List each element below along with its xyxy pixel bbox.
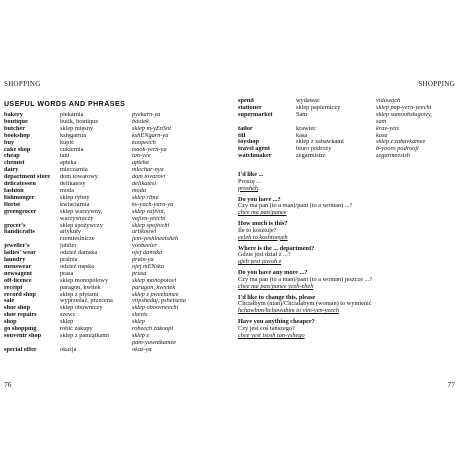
vocab-row bbox=[4, 305, 230, 312]
polish-term: pralnia bbox=[60, 257, 78, 264]
vocab-table bbox=[4, 112, 230, 354]
phrase-pronunciation: gjeh yest jawoh z bbox=[238, 258, 282, 266]
vocab-row bbox=[4, 126, 230, 133]
vocab-row bbox=[4, 347, 230, 354]
english-term: till bbox=[238, 132, 246, 139]
pronunciation: sklep pap-yern-yeechi bbox=[376, 104, 432, 111]
polish-term: sklep z pamiątkami bbox=[60, 333, 109, 339]
vocab-table bbox=[238, 98, 463, 160]
english-term: sale bbox=[4, 298, 15, 305]
running-head: SHOPPING bbox=[4, 80, 41, 88]
english-term: cake shop bbox=[4, 146, 31, 153]
phrase-polish: Czy ma pan (to a man)/pani (to a woman) ...? bbox=[238, 202, 353, 210]
pronunciation: ojej damska bbox=[132, 250, 163, 257]
vocab-row bbox=[4, 195, 230, 202]
phrase-list bbox=[238, 172, 463, 344]
vocab-row bbox=[4, 271, 230, 278]
vocab-row bbox=[238, 112, 463, 119]
pronunciation: prasa bbox=[132, 270, 147, 277]
pronunciation: robeech zakoopi bbox=[132, 326, 174, 333]
pronunciation: moda bbox=[132, 187, 146, 194]
vocab-row bbox=[4, 250, 230, 257]
english-term: bakery bbox=[4, 112, 23, 118]
pronunciation: praln-ya bbox=[132, 257, 154, 264]
english-term: tailor bbox=[238, 125, 253, 132]
phrase-polish: Czy ma pan (to a man)/pani (to a woman) jeszcze ...? bbox=[238, 275, 373, 283]
polish-term: odzież męska bbox=[60, 263, 95, 270]
vocab-row bbox=[238, 98, 463, 105]
polish-term: zegarmistrz bbox=[296, 153, 326, 160]
running-head: SHOPPING bbox=[418, 80, 455, 88]
pronunciation: jem-yeshlneetsheh bbox=[132, 236, 179, 243]
vocab-row bbox=[4, 133, 230, 140]
english-term: chemist bbox=[4, 160, 25, 167]
phrase-pronunciation: chee ma pan/panee yesh-cheh bbox=[238, 282, 314, 290]
english-term bbox=[4, 216, 60, 223]
pronunciation: dom tovarovi bbox=[132, 174, 166, 181]
polish-term bbox=[296, 119, 376, 126]
polish-term: szewc bbox=[60, 312, 76, 319]
polish-term: warzywniczy bbox=[60, 215, 94, 222]
english-term: cheap bbox=[4, 153, 20, 160]
english-term: spend bbox=[238, 98, 254, 104]
phrase-english: I'd like ... bbox=[238, 171, 264, 178]
english-term: menswear bbox=[4, 263, 32, 270]
vocab-row bbox=[4, 312, 230, 319]
phrase-pronunciation: eeleh to koshtooyeh bbox=[238, 233, 288, 241]
english-term: stationer bbox=[238, 104, 262, 111]
polish-term: okazja bbox=[60, 346, 77, 353]
vocab-row bbox=[4, 326, 230, 333]
pronunciation: sklep m-yEnSni bbox=[132, 125, 171, 132]
pronunciation: yoobeeler bbox=[132, 243, 157, 250]
pronunciation: koopeech bbox=[132, 139, 156, 146]
vocab-row bbox=[4, 257, 230, 264]
phrase-item bbox=[238, 172, 463, 193]
vocab-row bbox=[4, 140, 230, 147]
polish-term: sklep warzywny, bbox=[60, 208, 103, 215]
english-term: souvenir shop bbox=[4, 333, 42, 339]
polish-term: tani bbox=[60, 153, 70, 160]
pronunciation: b-yooro podroojl bbox=[376, 146, 419, 153]
phrase-pronunciation: prosheh bbox=[238, 184, 259, 192]
vocab-row bbox=[4, 181, 230, 188]
vocab-row bbox=[4, 223, 230, 230]
vocab-row bbox=[4, 285, 230, 292]
polish-term: butik, boutique bbox=[60, 118, 99, 125]
vocab-row bbox=[4, 333, 230, 340]
vocab-row bbox=[4, 319, 230, 326]
vocab-row bbox=[4, 292, 230, 299]
english-term: go shopping bbox=[4, 326, 37, 333]
pronunciation: tsook-yern-ya bbox=[132, 146, 167, 153]
polish-term: paragon, kwitek bbox=[60, 284, 101, 291]
phrase-polish: Ile to kosztuje? bbox=[238, 226, 277, 234]
english-term: shoe shop bbox=[4, 305, 31, 312]
section-title: USEFUL WORDS AND PHRASES bbox=[4, 101, 126, 108]
polish-term: jubiler bbox=[60, 243, 77, 250]
vocab-row bbox=[4, 229, 230, 236]
polish-term: wyprzedaż, przecena bbox=[60, 298, 113, 305]
phrase-pronunciation: chee yest tsosh tan-yshego bbox=[238, 331, 305, 339]
pronunciation: apteka bbox=[132, 160, 149, 167]
english-term: jeweller's bbox=[4, 243, 30, 250]
pronunciation: mlechar-nya bbox=[132, 167, 164, 174]
polish-term: sklep rybny bbox=[60, 194, 90, 201]
polish-term: odzież damska bbox=[60, 250, 98, 257]
phrase-polish: Chciałbym (man)/Chciałabym (woman) to wymienić bbox=[238, 300, 372, 308]
polish-term: sklep monopolowy bbox=[60, 277, 109, 284]
english-term: bookshop bbox=[4, 132, 30, 139]
phrase-english: Where is the ... department? bbox=[238, 244, 315, 252]
english-term: fashion bbox=[4, 187, 24, 194]
pronunciation: krav-yets bbox=[376, 125, 400, 132]
english-term: travel agent bbox=[238, 146, 270, 153]
english-term bbox=[4, 340, 60, 347]
english-term bbox=[4, 236, 60, 243]
vocab-row bbox=[4, 243, 230, 250]
phrase-english: How much is this? bbox=[238, 220, 288, 228]
pronunciation: ojej mENska bbox=[132, 263, 165, 270]
phrase-english: I'd like to change this, please bbox=[238, 293, 316, 301]
vocab-row bbox=[4, 153, 230, 160]
polish-term: księgarnia bbox=[60, 132, 86, 139]
vocab-row bbox=[4, 340, 230, 347]
english-term: grocer's bbox=[4, 222, 26, 229]
pronunciation: sklep vajivni, bbox=[132, 208, 166, 215]
polish-term: moda bbox=[60, 187, 74, 194]
polish-term: krawiec bbox=[296, 125, 316, 132]
english-term: boutique bbox=[4, 118, 28, 125]
polish-term: delikatesy bbox=[60, 181, 86, 188]
phrase-item bbox=[238, 246, 463, 267]
polish-term: sklep spożywczy bbox=[60, 222, 103, 229]
vocab-row bbox=[238, 119, 463, 126]
pronunciation: sklep spojivchi bbox=[132, 222, 170, 229]
vocab-row bbox=[4, 202, 230, 209]
english-term: watchmaker bbox=[238, 153, 272, 160]
pronunciation: pyekarn-ya bbox=[132, 112, 161, 118]
vocab-row bbox=[4, 298, 230, 305]
english-term: department store bbox=[4, 174, 51, 181]
english-term: shoe repairs bbox=[4, 312, 37, 319]
vocab-row bbox=[238, 153, 463, 160]
pronunciation: artikoowi bbox=[132, 229, 157, 236]
pronunciation: bootek bbox=[132, 118, 149, 125]
phrase-item bbox=[238, 197, 463, 218]
english-term: receipt bbox=[4, 284, 23, 291]
vocab-row bbox=[4, 209, 230, 216]
polish-term: sklep z płytami bbox=[60, 291, 99, 298]
vocab-row bbox=[4, 236, 230, 243]
pronunciation: sam bbox=[376, 118, 387, 125]
right-page bbox=[238, 0, 463, 463]
phrase-polish: Proszę ... bbox=[238, 177, 262, 185]
pronunciation: sklep samoobsługowy, bbox=[376, 111, 432, 118]
english-term: buy bbox=[4, 139, 15, 146]
phrase-pronunciation: chee ma pan/panee bbox=[238, 209, 287, 217]
polish-term: sklep obuwniczy bbox=[60, 305, 103, 312]
polish-term: piekarnia bbox=[60, 112, 84, 118]
polish-term: biuro podróży bbox=[296, 146, 332, 153]
pronunciation: sklep z pweetamee bbox=[132, 291, 179, 298]
pronunciation: vidawach bbox=[376, 98, 401, 104]
phrase-english: Do you have any more ...? bbox=[238, 269, 308, 277]
english-term: greengrocer bbox=[4, 208, 37, 215]
english-term: dairy bbox=[4, 167, 19, 174]
vocab-row bbox=[4, 174, 230, 181]
pronunciation: sklep bbox=[132, 319, 145, 326]
english-term: off-licence bbox=[4, 277, 32, 284]
polish-term: Sam bbox=[296, 111, 308, 118]
left-page bbox=[0, 0, 231, 463]
phrase-polish: Gdzie jest dział z ...? bbox=[238, 251, 291, 259]
polish-term: kwiaciarnia bbox=[60, 201, 90, 208]
english-term: florist bbox=[4, 201, 21, 208]
phrase-item bbox=[238, 319, 463, 340]
pronunciation: okaz-ya bbox=[132, 346, 152, 353]
pronunciation: viipshedaj, pshetsena bbox=[132, 298, 186, 305]
pronunciation: paragon, kveetek bbox=[132, 284, 176, 291]
english-term: butcher bbox=[4, 125, 25, 132]
english-term: newsagent bbox=[4, 270, 32, 277]
polish-term: cukiernia bbox=[60, 146, 84, 153]
pronunciation: zegarmeestsh bbox=[376, 153, 410, 160]
polish-term: prasa bbox=[60, 270, 74, 277]
polish-term: sklep mięsny bbox=[60, 125, 94, 132]
pronunciation: delikatesi bbox=[132, 181, 157, 188]
vocab-row bbox=[4, 278, 230, 285]
vocab-row bbox=[4, 264, 230, 271]
vocab-row bbox=[4, 112, 230, 119]
polish-term: rzemieślnicze bbox=[60, 236, 95, 243]
english-term: toyshop bbox=[238, 139, 259, 146]
vocab-row bbox=[4, 119, 230, 126]
page-number: 76 bbox=[4, 380, 12, 389]
vocab-row bbox=[4, 160, 230, 167]
english-term bbox=[238, 119, 296, 126]
vocab-row bbox=[238, 146, 463, 153]
vocab-row bbox=[4, 147, 230, 154]
phrase-item bbox=[238, 221, 463, 242]
pronunciation: sklep monopolovi bbox=[132, 277, 177, 284]
vocab-row bbox=[238, 139, 463, 146]
vocab-row bbox=[4, 167, 230, 174]
polish-term: artykuły bbox=[60, 229, 81, 236]
polish-term: dom towarowy bbox=[60, 174, 98, 181]
pronunciation: sklep z zabavkamee bbox=[376, 139, 426, 146]
pronunciation: kshENgarn-ya bbox=[132, 132, 169, 139]
vocab-row bbox=[4, 188, 230, 195]
page-number: 77 bbox=[447, 380, 455, 389]
polish-term: mleczarnia bbox=[60, 167, 88, 174]
english-term: supermarket bbox=[238, 111, 273, 118]
english-term: handicrafts bbox=[4, 229, 35, 236]
polish-term: sklep z zabawkami bbox=[296, 139, 344, 146]
pronunciation: vajivn-yeechi bbox=[132, 215, 166, 222]
english-term: delicatessen bbox=[4, 181, 36, 188]
polish-term: kasa bbox=[296, 132, 308, 139]
english-term: shop bbox=[4, 319, 17, 326]
polish-term bbox=[60, 340, 132, 347]
english-term: laundry bbox=[4, 257, 26, 264]
vocab-row bbox=[238, 105, 463, 112]
polish-term: sklep papierniczy bbox=[296, 104, 341, 111]
polish-term: apteka bbox=[60, 160, 77, 167]
phrase-english: Have you anything cheaper? bbox=[238, 318, 315, 326]
vocab-row bbox=[238, 133, 463, 140]
pronunciation: sklep z bbox=[132, 333, 149, 339]
phrase-english: Do you have ...? bbox=[238, 195, 281, 203]
vocab-row bbox=[4, 216, 230, 223]
pronunciation: sklep ribni bbox=[132, 194, 159, 201]
pronunciation: pam-yawntkamee bbox=[132, 339, 177, 346]
pronunciation: shevts bbox=[132, 312, 148, 319]
phrase-item bbox=[238, 270, 463, 291]
polish-term: sklep bbox=[60, 319, 74, 326]
english-term: ladies' wear bbox=[4, 250, 37, 257]
polish-term: kupić bbox=[60, 139, 74, 146]
polish-term: robić zakupy bbox=[60, 326, 93, 333]
polish-term: wydawać bbox=[296, 98, 320, 104]
pronunciation: kv-yach-yarn-ya bbox=[132, 201, 174, 208]
pronunciation: kasa bbox=[376, 132, 388, 139]
english-term: special offer bbox=[4, 346, 37, 353]
english-term: record shop bbox=[4, 291, 36, 298]
phrase-polish: Czy jest coś tańszego? bbox=[238, 325, 295, 332]
pronunciation: tan-yee bbox=[132, 153, 151, 160]
phrase-pronunciation: hchawbim/hchawabim to vim-yen-yeech bbox=[238, 307, 340, 315]
phrase-item bbox=[238, 295, 463, 316]
vocab-row bbox=[238, 126, 463, 133]
english-term: fishmonger bbox=[4, 194, 35, 201]
pronunciation: sklep oboovneechi bbox=[132, 305, 179, 312]
